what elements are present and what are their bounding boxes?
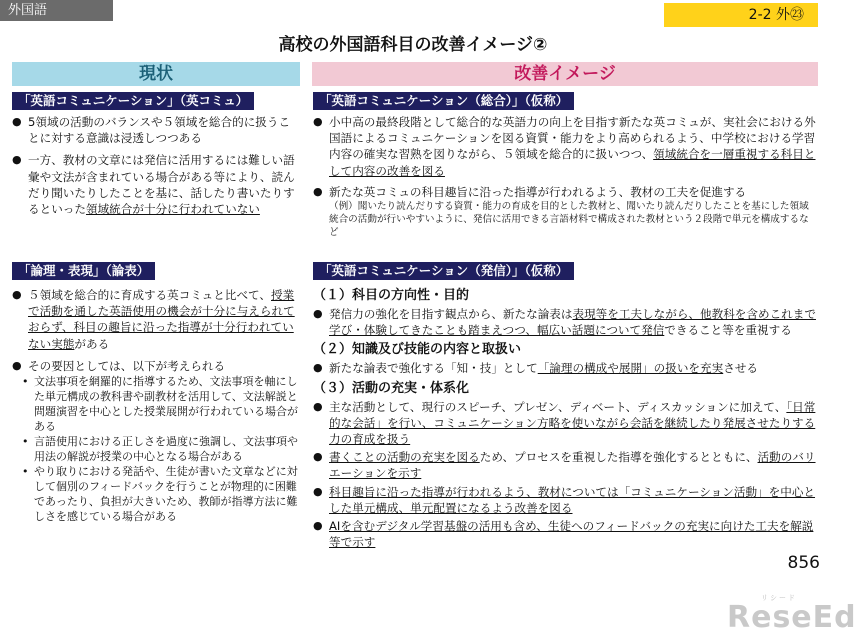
document-code: 2-2 外㉓: [664, 3, 818, 27]
bullet: ● 新たな論表で強化する「知・技」として「論理の構成や展開」の扱いを充実させる: [313, 360, 818, 376]
bullet: ● 主な活動として、現行のスピーチ、プレゼン、ディベート、ディスカッションに加えて、「日常的な会話」を行い、コミュニケーション方略を使いながら会話を継続したり発展させたりする力の育成を扱う: [313, 399, 818, 448]
bullet: ● ５領域を総合的に育成する英コミュと比べて、授業で活動を通した英語使用の機会が十分に与えられておらず、科目の趣旨に沿った指導が十分行われていない実態がある: [12, 287, 300, 352]
subject-tag: 外国語: [0, 0, 113, 21]
right-section-2-body: [313, 286, 818, 550]
page-number: 856: [787, 553, 820, 573]
bullet: ● 新たな英コミュの科目趣旨に沿った指導が行われるよう、教材の工夫を促進する: [313, 184, 818, 200]
sub-bullet: • 言語使用における正しさを過度に強調し、文法事項や用法の解説が授業の中心となる場合がある: [12, 434, 300, 464]
bullet: ● その要因としては、以下が考えられる: [12, 358, 300, 374]
page-title: 高校の外国語科目の改善イメージ②: [278, 35, 548, 55]
bullet: ● 科目趣旨に沿った指導が行われるよう、教材については「コミュニケーション活動」を中心とした単元構成、単元配置になるよう改善を図る: [313, 484, 818, 516]
bullet: ● AIを含むデジタル学習基盤の活用も含め、生徒へのフィードバックの充実に向けた工夫を解説等で示す: [313, 518, 818, 550]
section-title-hasshin: 「英語コミュニケーション（発信）」（仮称）: [313, 262, 574, 280]
bullet: ● 5領域の活動のバランスや５領域を総合的に扱うことに対する意識は浸透しつつある: [12, 114, 300, 146]
bullet: ● 小中高の最終段階として総合的な英語力の向上を目指す新たな英コミュが、実社会における外国語によるコミュニケーションを図る資質・能力をより高められるよう、中学校における学習内容の確実な習熟を図りながら、５領域を総合的に扱いつつ、領域統合を一層重視する科目として内容の改善を図る: [313, 114, 818, 179]
bullet: ● 書くことの活動の充実を図るため、プロセスを重視した指導を強化するとともに、活動のバリエーションを示す: [313, 449, 818, 481]
left-section-1-body: [12, 114, 300, 217]
right-section-1-body: [313, 114, 818, 239]
subheading: （３）活動の充実・体系化: [313, 380, 470, 396]
subheading: （２）知識及び技能の内容と取扱い: [313, 342, 522, 358]
section-title-ronri: 「論理・表現」（論表）: [12, 262, 155, 280]
sub-bullet: • やり取りにおける発話や、生徒が書いた文章などに対して個別のフィードバックを行うことが物理的に困難であったり、負担が大きいため、教師が指導方法に難しさを感じている場合がある: [12, 464, 300, 524]
current-state-header: 現状: [12, 62, 300, 86]
improvement-header: 改善イメージ: [312, 62, 818, 86]
bullet: ● 一方、教材の文章には発信に活用するには難しい語彙や文法が含まれている場合がある等により、読んだり聞いたりしたことを基に、話したり書いたりするといった領域統合が十分に行われていない: [12, 152, 300, 217]
bullet: ● 発信力の強化を目指す観点から、新たな論表は表現等を工夫しながら、他教科を含めこれまで学び・体験してきたことも踏まえつつ、幅広い話題について発信できること等を重視する: [313, 306, 818, 338]
section-title-sogo: 「英語コミュニケーション（総合）」（仮称）: [313, 92, 574, 110]
subheading: （１）科目の方向性・目的: [313, 288, 470, 303]
watermark-logo: リシード ReseEd: [727, 594, 857, 635]
section-title-eicomu: 「英語コミュニケーション」（英コミュ）: [12, 92, 254, 110]
example-note: （例）聞いたり読んだりする資質・能力の育成を目的とした教材と、聞いたり読んだりしたことを基にした領域統合の活動が行いやすいように、発信に活用できる言語材料で構成された教材という２段階で単元を構成するなど: [329, 201, 809, 239]
left-section-2-body: [12, 287, 300, 524]
sub-bullet: • 文法事項を網羅的に指導するため、文法事項を軸にした単元構成の教科書や副教材を活用して、文法解説と問題演習を中心とした授業展開が行われている場合がある: [12, 374, 300, 434]
